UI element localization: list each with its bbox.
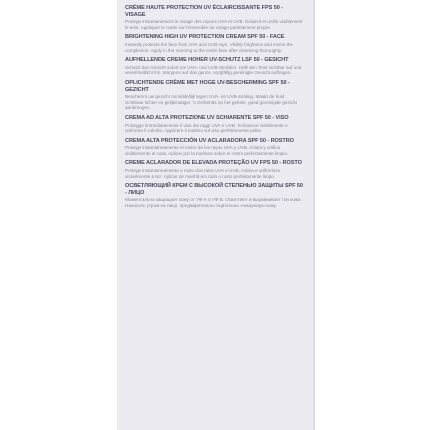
text-block-it bbox=[125, 115, 303, 134]
block-body: Beschermt uw gezicht onmiddellijk tegen UVA- en UVB-straling. Maakt de huid zichtbaar lichter en gelijkmatiger. 's Ochtends op het gehele, goed gereinigde gezicht aanbrengen. bbox=[125, 94, 297, 111]
block-body: Instantly protects the face from UVA and UVB rays. Visibly brightens and evens the complexion. Apply in the morning to the entire face after cleansing thoroughly. bbox=[125, 41, 293, 53]
text-block-ru bbox=[125, 183, 303, 208]
block-heading: CREMA ALTA PROTECCIÓN UV ACLARADORA SPF 50 - ROSTRO bbox=[125, 137, 294, 144]
block-heading: BRIGHTENING HIGH UV PROTECTION CREAM SPF 50 - FACE bbox=[125, 34, 285, 41]
block-body: Protege instantaneamente o rosto dos raios UVA e UVB. Aclara e uniformiza visivelmente a tez. Aplicar de manhã em todo o rosto perfeitamente limpo. bbox=[125, 168, 280, 179]
block-heading: CRÈME HAUTE PROTECTION UV ÉCLAIRCISSANTE FPS 50 - VISAGE bbox=[125, 5, 283, 18]
product-label-panel bbox=[117, 0, 313, 430]
block-body: Protege instantáneamente el rostro de los rayos UVA y UVB. Aclara y unifica visiblemente el cutis. Aplicar por la mañana sobre el rostro perfectamente limpio. bbox=[125, 145, 289, 156]
multilingual-description bbox=[125, 5, 303, 213]
block-heading: AUFHELLENDE CREME HOHER UV-SCHUTZ LSF 50 - GESICHT bbox=[125, 57, 289, 64]
block-heading: CREMA AD ALTA PROTEZIONE UV SCHIARENTE SPF 50 - VISO bbox=[125, 114, 289, 121]
text-block-es bbox=[125, 138, 303, 157]
block-body: Schützt das Gesicht sofort vor UVA- und UVB-Strahlen. Hellt den Teint sichtbar auf und vereinheitlicht ihn. Morgens auf das ganze, sorgfältig gereinigte Gesicht auftragen. bbox=[125, 64, 302, 76]
block-heading: OPLICHTENDE CRÈME MET HOGE UV-BESCHERMING SPF 50 - GEZICHT bbox=[125, 79, 290, 93]
panel-edge-shadow bbox=[313, 0, 315, 430]
block-heading: ОСВЕТЛЯЮЩИЙ КРЕМ С ВЫСОКОЙ СТЕПЕНЬЮ ЗАЩИТЫ SPF 50 - ЛИЦО bbox=[125, 183, 303, 196]
text-block-pt bbox=[125, 160, 303, 179]
block-body: Моментально защищает кожу от УФ-А и УФ-В. Осветляет и выравнивает тон кожи. Наносить утром на лицо, предварительно тщательно очищенную кожу. bbox=[125, 197, 302, 209]
text-block-fr bbox=[125, 5, 303, 30]
block-body: Protegge immediatamente il viso dai raggi UVA e UVB. Schiarisce visibilmente e uniforma il colorito. Applicare il mattino sul viso perfettamente pulito. bbox=[125, 122, 288, 134]
text-block-nl bbox=[125, 80, 303, 111]
block-heading: CREME ACLARADOR DE ELEVADA PROTEÇÃO UV FPS 50 - ROSTO bbox=[125, 160, 302, 167]
block-body: Protège instantanément le visage des rayons UVA et UVB. Éclaircit et unifie visiblement le teint. Appliquer le matin sur l'ensemble du visage parfaitement propre. bbox=[125, 19, 303, 30]
text-block-de bbox=[125, 57, 303, 76]
text-block-en bbox=[125, 34, 303, 53]
